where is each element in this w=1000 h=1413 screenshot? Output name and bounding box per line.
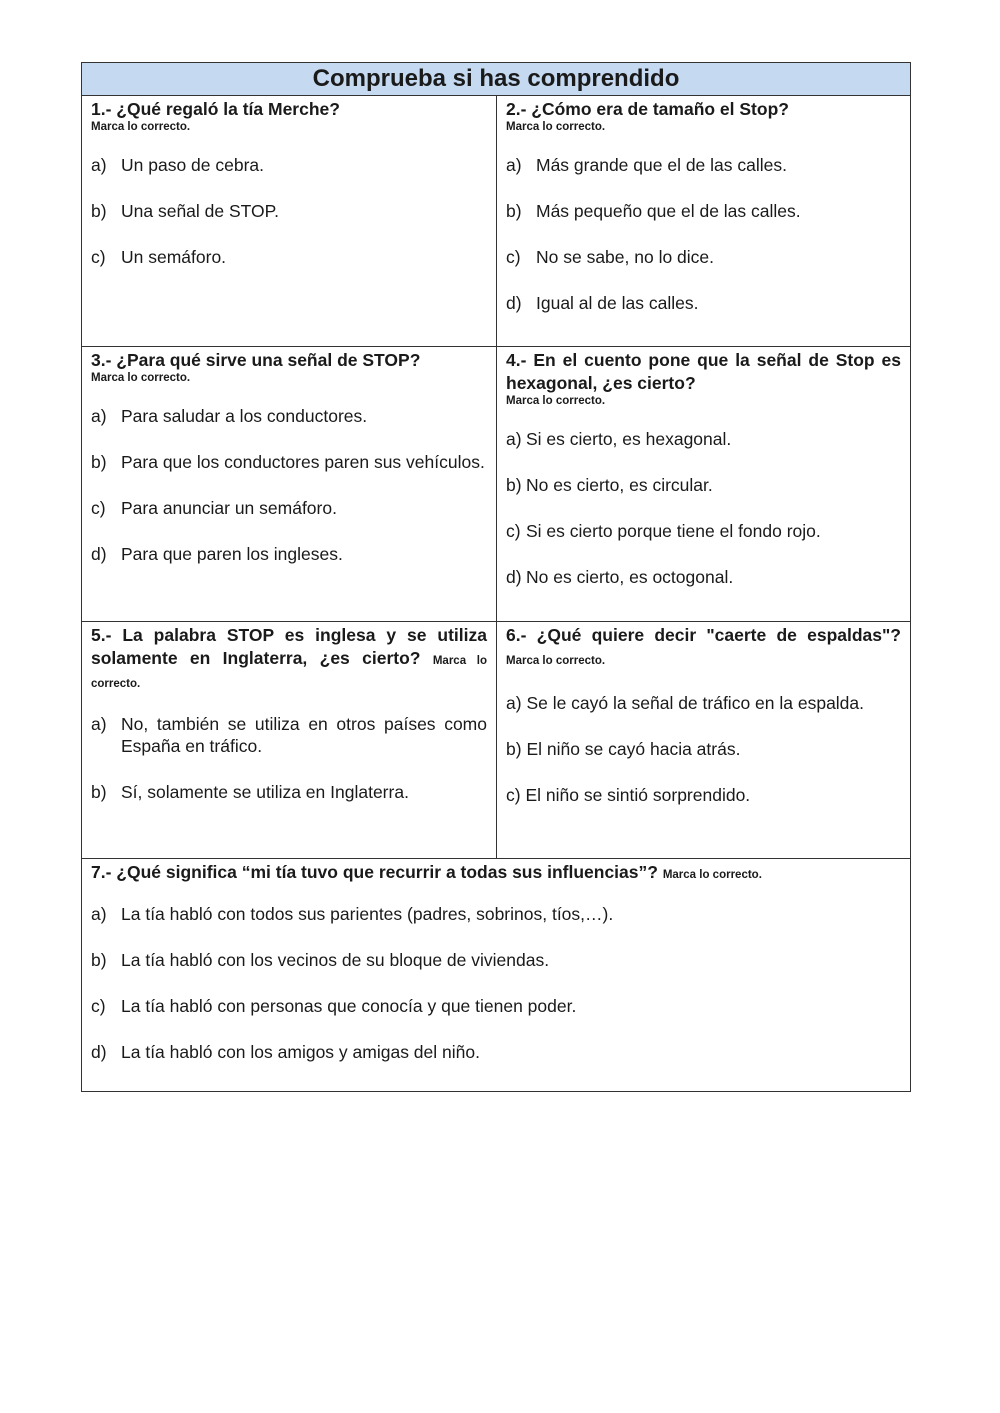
question-cell-5: [82, 622, 496, 858]
option-4b[interactable]: b) No es cierto, es circular.: [506, 475, 713, 495]
table-row: [82, 859, 910, 1091]
question-cell-3: [82, 347, 496, 621]
option-1c[interactable]: c) Un semáforo.: [91, 247, 227, 267]
option-5b[interactable]: b) Sí, solamente se utiliza en Inglaterra.: [91, 782, 409, 802]
option-7a[interactable]: a) La tía habló con todos sus parientes (padres, sobrinos, tíos,…).: [91, 904, 614, 924]
mark-instruction: Marca lo correcto.: [506, 121, 606, 133]
question-cell-1: [82, 96, 496, 346]
question-2-text: 2.- ¿Cómo era de tamaño el Stop?: [506, 99, 789, 119]
option-7d[interactable]: d) La tía habló con los amigos y amigas del niño.: [91, 1042, 480, 1062]
option-7c[interactable]: c) La tía habló con personas que conocía y que tienen poder.: [91, 996, 577, 1016]
table-row: [82, 622, 910, 859]
option-4a[interactable]: a) Si es cierto, es hexagonal.: [506, 429, 732, 449]
question-1-text: 1.- ¿Qué regaló la tía Merche?: [91, 99, 340, 119]
question-3-text: 3.- ¿Para qué sirve una señal de STOP?: [91, 350, 421, 370]
option-1b[interactable]: b) Una señal de STOP.: [91, 201, 279, 221]
question-6-text: 6.- ¿Qué quiere decir "caerte de espaldas"? Marca lo correcto.: [506, 625, 901, 667]
mark-instruction: Marca lo correcto.: [91, 121, 191, 133]
option-3c[interactable]: c) Para anunciar un semáforo.: [91, 498, 337, 518]
option-2a[interactable]: a) Más grande que el de las calles.: [506, 155, 787, 175]
worksheet-table: [81, 62, 911, 1092]
table-row: [82, 96, 910, 347]
option-6b[interactable]: b) El niño se cayó hacia atrás.: [506, 739, 741, 759]
question-7-text: 7.- ¿Qué significa “mi tía tuvo que recurrir a todas sus influencias”? Marca lo correcto.: [91, 862, 762, 882]
option-4c[interactable]: c) Si es cierto porque tiene el fondo rojo.: [506, 521, 821, 541]
option-4d[interactable]: d) No es cierto, es octogonal.: [506, 567, 734, 587]
option-2d[interactable]: d) Igual al de las calles.: [506, 293, 699, 313]
question-5-text: 5.- La palabra STOP es inglesa y se utiliza solamente en Inglaterra, ¿es cierto? Marca lo correcto.: [91, 625, 487, 690]
question-cell-2: [496, 96, 910, 346]
mark-instruction: Marca lo correcto.: [91, 372, 191, 384]
option-2b[interactable]: b) Más pequeño que el de las calles.: [506, 201, 801, 221]
question-cell-6: [496, 622, 910, 858]
question-cell-7: [82, 859, 910, 1091]
option-3b[interactable]: b) Para que los conductores paren sus vehículos.: [91, 452, 485, 472]
mark-instruction: Marca lo correcto.: [506, 395, 606, 407]
worksheet-title: Comprueba si has comprendido: [82, 63, 910, 96]
option-2c[interactable]: c) No se sabe, no lo dice.: [506, 247, 715, 267]
option-5a[interactable]: a) No, también se utiliza en otros países como España en tráfico.: [91, 714, 487, 756]
table-row: [82, 347, 910, 622]
option-1a[interactable]: a) Un paso de cebra.: [91, 155, 265, 175]
option-7b[interactable]: b) La tía habló con los vecinos de su bloque de viviendas.: [91, 950, 550, 970]
option-3d[interactable]: d) Para que paren los ingleses.: [91, 544, 343, 564]
option-6a[interactable]: a) Se le cayó la señal de tráfico en la espalda.: [506, 693, 865, 713]
option-3a[interactable]: a) Para saludar a los conductores.: [91, 406, 368, 426]
question-4-text: 4.- En el cuento pone que la señal de Stop es hexagonal, ¿es cierto?: [506, 350, 901, 393]
option-6c[interactable]: c) El niño se sintió sorprendido.: [506, 785, 751, 805]
question-cell-4: [496, 347, 910, 621]
